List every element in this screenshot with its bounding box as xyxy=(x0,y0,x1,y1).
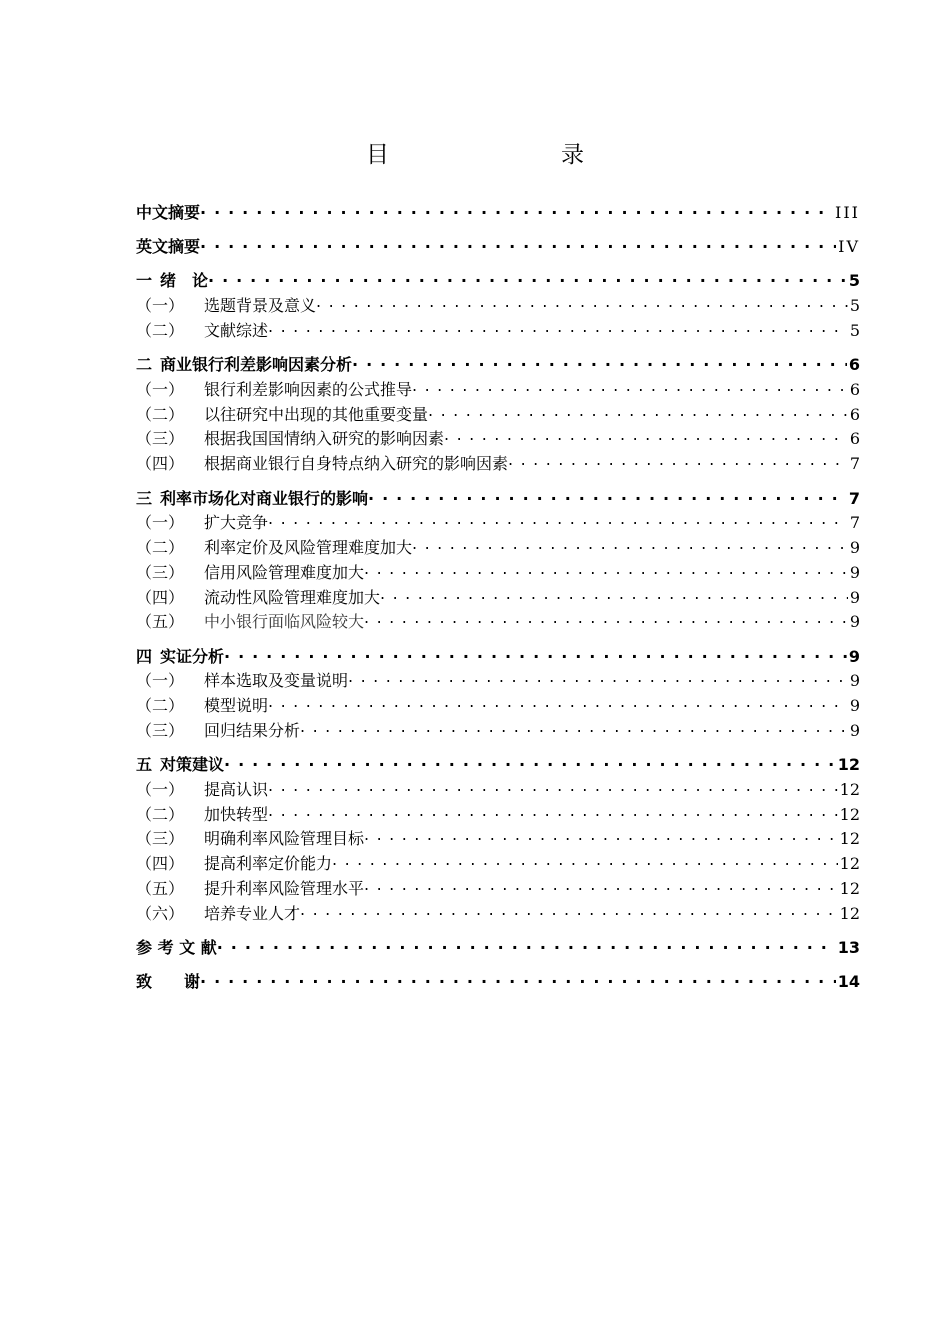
toc-section-entry[interactable] xyxy=(136,826,860,851)
toc-page-number: 6 xyxy=(849,404,860,424)
toc-section-entry[interactable] xyxy=(136,402,860,427)
toc-page-number: 12 xyxy=(839,903,860,923)
toc-page-number: III xyxy=(835,203,860,222)
toc-chapter-entry[interactable] xyxy=(136,752,860,777)
toc-entry-label: 样本选取及变量说明 xyxy=(204,671,349,691)
toc-entry-label: 文献综述 xyxy=(204,320,269,340)
toc-page-number: 9 xyxy=(849,696,860,716)
toc-entry-label: 中文摘要 xyxy=(136,203,201,222)
toc-page-number: 9 xyxy=(849,671,860,691)
toc-entry-label: 中小银行面临风险较大 xyxy=(204,612,365,632)
toc-page-number: 12 xyxy=(839,779,860,799)
toc-entry-number: （三） xyxy=(136,829,185,849)
toc-dot-leader xyxy=(348,670,848,686)
toc-entry-label: 提高利率定价能力 xyxy=(204,854,333,874)
toc-page-number: 6 xyxy=(848,355,860,375)
toc-dot-leader xyxy=(268,512,848,528)
toc-section-entry[interactable] xyxy=(136,510,860,535)
toc-entry-label: 提升利率风险管理水平 xyxy=(204,879,365,899)
toc-dot-leader xyxy=(268,779,838,795)
toc-entry-number: （六） xyxy=(136,903,185,923)
toc-entry-label: 回归结果分析 xyxy=(204,720,301,740)
toc-section-entry[interactable] xyxy=(136,668,860,693)
toc-page-number: 12 xyxy=(837,755,860,775)
toc-section-entry[interactable] xyxy=(136,377,860,402)
toc-entry-label: 模型说明 xyxy=(204,696,269,716)
toc-page-number: 6 xyxy=(849,379,860,399)
toc-dot-leader xyxy=(224,754,836,770)
toc-entry-number: （四） xyxy=(136,454,185,474)
page-title: 目 录 xyxy=(366,142,626,168)
toc-entry-label: 参 考 文 献 xyxy=(136,938,217,958)
toc-dot-leader xyxy=(268,695,848,711)
toc-entry-label: 绪 论 xyxy=(160,271,209,291)
toc-entry-number: （一） xyxy=(136,295,185,315)
toc-entry-number: （一） xyxy=(136,513,185,533)
toc-dot-leader xyxy=(508,453,848,469)
toc-section-entry[interactable] xyxy=(136,318,860,343)
toc-dot-leader xyxy=(200,202,833,218)
toc-dot-leader xyxy=(200,236,836,252)
toc-dot-leader xyxy=(224,646,847,662)
toc-entry-number: （二） xyxy=(136,804,185,824)
toc-entry-number: （二） xyxy=(136,696,185,716)
toc-dot-leader xyxy=(300,903,838,919)
toc-chapter-entry[interactable] xyxy=(136,268,860,293)
toc-section-entry[interactable] xyxy=(136,777,860,802)
toc-entry-number: （三） xyxy=(136,429,185,449)
toc-entry-label: 培养专业人才 xyxy=(204,903,301,923)
toc-entry-number: （一） xyxy=(136,379,185,399)
toc-dot-leader xyxy=(364,611,848,627)
toc-dot-leader xyxy=(364,878,838,894)
toc-page-number: 9 xyxy=(849,587,860,607)
toc-section-entry[interactable] xyxy=(136,876,860,901)
toc-dot-leader xyxy=(364,562,848,578)
toc-dot-leader xyxy=(352,354,847,370)
toc-dot-leader xyxy=(208,270,847,286)
toc-chapter-entry[interactable] xyxy=(136,352,860,377)
toc-dot-leader xyxy=(268,320,848,336)
toc-entry-number: 一 xyxy=(136,271,153,291)
toc-page-number: 7 xyxy=(848,488,860,508)
toc-entry-number: （四） xyxy=(136,854,185,874)
toc-entry-number: （二） xyxy=(136,320,185,340)
toc-page-number: 12 xyxy=(839,879,860,899)
toc-section-entry[interactable] xyxy=(136,451,860,476)
toc-chapter-entry[interactable] xyxy=(136,644,860,669)
toc-dot-leader xyxy=(300,720,848,736)
toc-dot-leader xyxy=(380,587,848,603)
toc-entry-label: 根据我国国情纳入研究的影响因素 xyxy=(204,429,445,449)
toc-dot-leader xyxy=(316,295,848,311)
toc-entry-label: 致 谢 xyxy=(136,972,201,992)
toc-entry-label: 以往研究中出现的其他重要变量 xyxy=(204,404,429,424)
toc-dot-leader xyxy=(368,488,847,504)
toc-entry-label: 英文摘要 xyxy=(136,237,201,257)
toc-dot-leader xyxy=(412,537,848,553)
toc-dot-leader xyxy=(200,971,836,987)
toc-entry-label: 流动性风险管理难度加大 xyxy=(204,587,381,607)
toc-page-number: 5 xyxy=(849,295,860,315)
toc-chapter-entry[interactable] xyxy=(136,234,860,259)
toc-page-number: 6 xyxy=(849,429,860,449)
toc-entry-label: 明确利率风险管理目标 xyxy=(204,829,365,849)
toc-entry-label: 对策建议 xyxy=(160,755,225,775)
toc-page-number: 13 xyxy=(837,938,860,958)
toc-dot-leader xyxy=(332,853,838,869)
toc-page-number: 7 xyxy=(849,454,860,474)
toc-entry-number: 二 xyxy=(136,355,153,375)
toc-chapter-entry[interactable] xyxy=(136,969,860,994)
toc-entry-label: 商业银行利差影响因素分析 xyxy=(160,355,353,375)
toc-dot-leader xyxy=(217,937,836,953)
toc-entry-label: 加快转型 xyxy=(204,804,269,824)
toc-entry-number: （一） xyxy=(136,779,185,799)
toc-dot-leader xyxy=(444,428,848,444)
toc-entry-label: 银行利差影响因素的公式推导 xyxy=(204,379,413,399)
toc-entry-label: 提高认识 xyxy=(204,779,269,799)
toc-entry-label: 实证分析 xyxy=(160,646,225,666)
toc-section-entry[interactable] xyxy=(136,718,860,743)
toc-entry-number: （五） xyxy=(136,612,185,632)
toc-section-entry[interactable] xyxy=(136,802,860,827)
toc-entry-number: （二） xyxy=(136,404,185,424)
toc-page-number: 7 xyxy=(849,513,860,533)
toc-page-number: 9 xyxy=(849,562,860,582)
toc-entry-number: （三） xyxy=(136,562,185,582)
table-of-contents xyxy=(136,200,860,994)
toc-entry-number: （五） xyxy=(136,879,185,899)
toc-page-number: 12 xyxy=(839,804,860,824)
toc-section-entry[interactable] xyxy=(136,293,860,318)
toc-chapter-entry[interactable] xyxy=(136,935,860,960)
toc-entry-number: （三） xyxy=(136,720,185,740)
toc-section-entry[interactable] xyxy=(136,585,860,610)
toc-section-entry[interactable] xyxy=(136,693,860,718)
toc-entry-label: 利率市场化对商业银行的影响 xyxy=(160,488,369,508)
toc-entry-label: 选题背景及意义 xyxy=(204,295,317,315)
toc-page-number: 12 xyxy=(839,854,860,874)
toc-page-number: IV xyxy=(838,237,860,257)
toc-page-number: 9 xyxy=(848,646,860,666)
toc-entry-label: 信用风险管理难度加大 xyxy=(204,562,365,582)
toc-dot-leader xyxy=(268,804,838,820)
toc-section-entry[interactable] xyxy=(136,851,860,876)
toc-entry-number: 五 xyxy=(136,755,153,775)
toc-page-number: 12 xyxy=(839,829,860,849)
toc-dot-leader xyxy=(412,379,848,395)
toc-entry-label: 利率定价及风险管理难度加大 xyxy=(204,537,413,557)
toc-section-entry[interactable] xyxy=(136,426,860,451)
toc-dot-leader xyxy=(364,828,838,844)
toc-section-entry[interactable] xyxy=(136,901,860,926)
toc-entry-number: （四） xyxy=(136,587,185,607)
toc-page-number: 5 xyxy=(848,271,860,291)
toc-chapter-entry[interactable] xyxy=(136,486,860,511)
toc-page-number: 9 xyxy=(849,537,860,557)
toc-entry-number: 三 xyxy=(136,488,153,508)
toc-entry-label: 根据商业银行自身特点纳入研究的影响因素 xyxy=(204,454,509,474)
toc-entry-number: （一） xyxy=(136,671,185,691)
toc-chapter-entry[interactable] xyxy=(136,200,860,225)
toc-page-number: 9 xyxy=(849,612,860,632)
toc-page-number: 5 xyxy=(849,320,860,340)
toc-section-entry[interactable] xyxy=(136,535,860,560)
toc-section-entry[interactable] xyxy=(136,560,860,585)
toc-page-number: 9 xyxy=(849,720,860,740)
toc-entry-label: 扩大竞争 xyxy=(204,513,269,533)
toc-dot-leader xyxy=(428,404,848,420)
toc-entry-number: 四 xyxy=(136,646,153,666)
toc-page-number: 14 xyxy=(837,972,860,992)
toc-section-entry[interactable] xyxy=(136,609,860,634)
toc-entry-number: （二） xyxy=(136,537,185,557)
